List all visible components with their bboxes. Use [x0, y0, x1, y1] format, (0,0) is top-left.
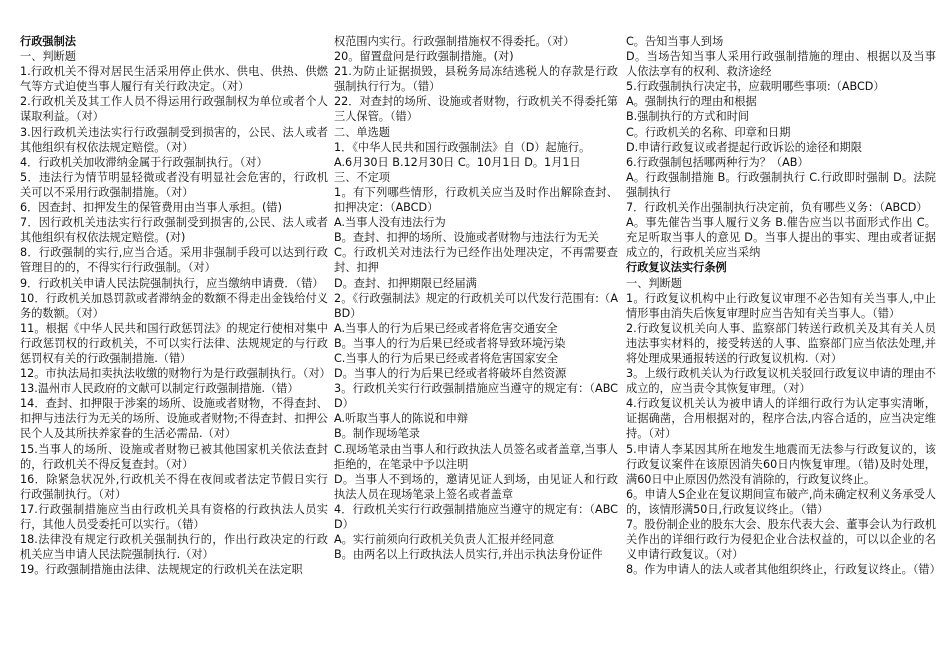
text-line: 2.行政复议机关向人事、监察部门转送行政机关及其有关人员违法事实材料的，接受转送的人事、监察部门应当依法处理,并将处理成果通报转送的行政复议机构.（对）	[626, 321, 936, 365]
text-line: A.听取当事人的陈说和申辩	[334, 412, 469, 426]
text-line: 1。行政复议机构中止行政复议审理不必告知有关当事人,中止情形事由消失后恢复审理时应当告知有关当事人。（错）	[626, 291, 936, 320]
text-line: 9．行政机关申请人民法院强制执行，应当缴纳申请费．（错）	[20, 276, 324, 290]
text-line: B。由两名以上行政执法人员实行,并出示执法身份证件	[334, 548, 603, 562]
text-line: A。事先催告当事人履行义务 B.催告应当以书面形式作出 C。充足听取当事人的意见 D。当事人提出的事实、理由或者证据成立的，行政机关应当采纳	[626, 216, 936, 260]
text-line: 2。《行政强制法》规定的行政机关可以代发行范围有:（ABD）	[334, 291, 618, 320]
text-line: B.强制执行的方式和时间	[626, 110, 750, 124]
text-line: 1。有下列哪些情形，行政机关应当及时作出解除查封、扣押决定：（ABCD）	[334, 185, 618, 215]
right-column	[626, 34, 941, 577]
text-line: A。实行前须向行政机关负责人汇报并经同意	[334, 533, 555, 547]
text-line: 22．对查封的场所、设施或者财物，行政机关不得委托第三人保管。（错）	[334, 95, 618, 124]
text-line: 6.行政强制包括哪两种行为？（AB）	[626, 155, 809, 169]
text-line: D。当事人的行为后果已经或者将破坏自然资源	[334, 367, 567, 381]
text-line: 7．行政机关作出强制执行决定前，负有哪些义务：（ABCD）	[626, 201, 928, 215]
text-line: C.现场笔录由当事人和行政执法人员签名或者盖章,当事人拒绝的，在笔录中予以注明	[334, 442, 618, 471]
text-line: 5．违法行为情节明显轻微或者没有明显社会危害的，行政机关可以不采用行政强制措施。（对）	[20, 170, 328, 199]
section-heading: 行政复议法实行条例	[626, 261, 727, 275]
text-line: 13.温州市人民政府的文献可以制定行政强制措施.（错）	[20, 382, 299, 396]
text-line: 1.行政机关不得对居民生活采用停止供水、供电、供热、供燃气等方式迫使当事人履行有关行政决定。（对）	[20, 65, 328, 94]
text-line: 4.行政复议机关认为被申请人的详细行政行为认定事实清晰，证据确凿，合用根据对的，程序合法,内容合适的，应当决定维持。（对）	[626, 397, 936, 441]
text-line: 2.行政机关及其工作人员不得运用行政强制权为单位或者个人谋取利益。（对）	[20, 95, 328, 124]
text-line: B。查封、扣押的场所、设施或者财物与违法行为无关	[334, 231, 599, 245]
text-line: 二、单选题	[334, 125, 390, 139]
text-line: 5.行政强制执行决定书，应载明哪些事项:（ABCD）	[626, 80, 885, 94]
text-line: C。告知当事人到场	[626, 35, 724, 48]
text-line: D.申请行政复议或者提起行政诉讼的途径和期限	[626, 140, 862, 154]
text-line: 一、判断题	[20, 50, 76, 64]
text-line: A.6月30日 B.12月30日 C。10月1日 D。1月1日	[334, 155, 581, 169]
text-line: 3。行政机关实行行政强制措施应当遵守的规定有：（ABCD）	[334, 382, 618, 411]
text-line: 4．行政机关加收滞纳金属于行政强制执行。（对）	[20, 155, 268, 169]
text-line: C.当事人的行为后果已经或者将危害国家安全	[334, 351, 558, 365]
text-line: 5.申请人李某因其所在地发生地震而无法参与行政复议的，该行政复议案件在该原因消失60日内恢复审理。（错)及时处理，满60日中止原因仍然没有消除的，行政复议终止。	[626, 442, 936, 486]
text-line: 6。申请人S企业在复议期间宣布破产,尚未确定权利义务承受人的，该情形满50日,行政复议终止。（错）	[626, 487, 936, 516]
text-line: 19。行政强制措施由法律、法规规定的行政机关在法定职	[20, 563, 303, 577]
text-line: D。当事人不到场的，邀请见证人到场，由见证人和行政执法人员在现场笔录上签名或者盖章	[334, 472, 618, 501]
text-line: 7．因行政机关违法实行行政强制受到损害的,公民、法人或者其他组织有权依法规定赔偿。(对)	[20, 216, 328, 245]
text-line: A.当事人的行为后果已经或者将危害交通安全	[334, 321, 558, 335]
text-line: 一、判断题	[626, 276, 682, 290]
text-line: A。强制执行的理由和根据	[626, 95, 757, 109]
text-line: A.当事人没有违法行为	[334, 216, 446, 230]
text-line: B。制作现场笔录	[334, 427, 420, 441]
text-line: 6．因查封、扣押发生的保管费用由当事人承担。(错)	[20, 201, 282, 215]
text-line: 11。根据《中华人民共和国行政惩罚法》的规定行使相对集中行政惩罚权的行政机关，不可以实行法律、法规规定的与行政惩罚权有关的行政强制措施.（错）	[20, 321, 328, 365]
text-line: 17.行政强制措施应当由行政机关具有资格的行政执法人员实行，其他人员受委托可以实行。（错）	[20, 502, 328, 531]
text-line: 8。作为申请人的法人或者其他组织终止，行政复议终止。（错）	[626, 563, 941, 577]
text-line: 1．《中华人民共和国行政强制法》自（D）起施行。	[334, 140, 591, 154]
text-line: 3。上级行政机关认为行政复议机关驳回行政复议申请的理由不成立的，应当责令其恢复审理。（对）	[626, 367, 936, 396]
text-line: 7。股份制企业的股东大会、股东代表大会、董事会认为行政机关作出的详细行政行为侵犯企业合法权益的，可以以企业的名义申请行政复议。（对）	[626, 518, 936, 562]
text-line: C。行政机关对违法行为已经作出处理决定，不再需要查封、扣押	[334, 246, 618, 275]
text-line: C。行政机关的名称、印章和日期	[626, 125, 791, 139]
middle-column	[334, 34, 618, 562]
text-line: 18.法律没有规定行政机关强制执行的，作出行政决定的行政机关应当申请人民法院强制执行.（对）	[20, 533, 328, 562]
text-line: 20。留置盘问是行政强制措施。(对)	[334, 50, 514, 64]
text-line: 三、不定项	[334, 170, 390, 184]
text-line: 8．行政强制的实行,应当合适。采用非强制手段可以达到行政管理目的的，不得实行行政强制。（对）	[20, 246, 328, 275]
text-line: 10．行政机关加恳罚款或者滞纳金的数额不得走出金钱给付义务的数额。（对）	[20, 291, 328, 320]
text-line: 4．行政机关实行行政强制措施应当遵守的规定有：（ABCD）	[334, 502, 618, 531]
text-line: 3.因行政机关违法实行行政强制受到损害的，公民、法人或者其他组织有权依法规定赔偿。（对）	[20, 125, 328, 154]
text-line: 21.为防止证据损毁，县税务局冻结逃税人的存款是行政强制执行行为。（错）	[334, 65, 618, 94]
left-column	[20, 34, 331, 577]
text-line: 16．除紧急状况外,行政机关不得在夜间或者法定节假日实行行政强制执行。（对）	[20, 472, 328, 501]
text-line: D。查封、扣押期限已经届满	[334, 276, 477, 290]
text-line: 14．查封、扣押限于涉案的场所、设施或者财物，不得查封、扣押与违法行为无关的场所、设施或者财物;不得查封、扣押公民个人及其所扶养家眷的生活必需品.（对）	[20, 397, 328, 441]
text-line: A。行政强制措施 B。行政强制执行 C.行政即时强制 D。法院强制执行	[626, 170, 936, 199]
text-line: 15.当事人的场所、设施或者财物已被其他国家机关依法查封的，行政机关不得反复查封。（对）	[20, 442, 328, 471]
text-line: 12。市执法局扣卖执法收缴的财物行为是行政强制执行。（对）	[20, 367, 331, 381]
text-line: D。当场告知当事人采用行政强制措施的理由、根据以及当事人依法享有的权利、救济途经	[626, 50, 936, 79]
text-line: B。当事人的行为后果已经或者将导致环境污染	[334, 336, 566, 350]
section-heading: 行政强制法	[20, 35, 76, 48]
text-line: 权范围内实行。行政强制措施权不得委托。（对）	[334, 35, 575, 48]
